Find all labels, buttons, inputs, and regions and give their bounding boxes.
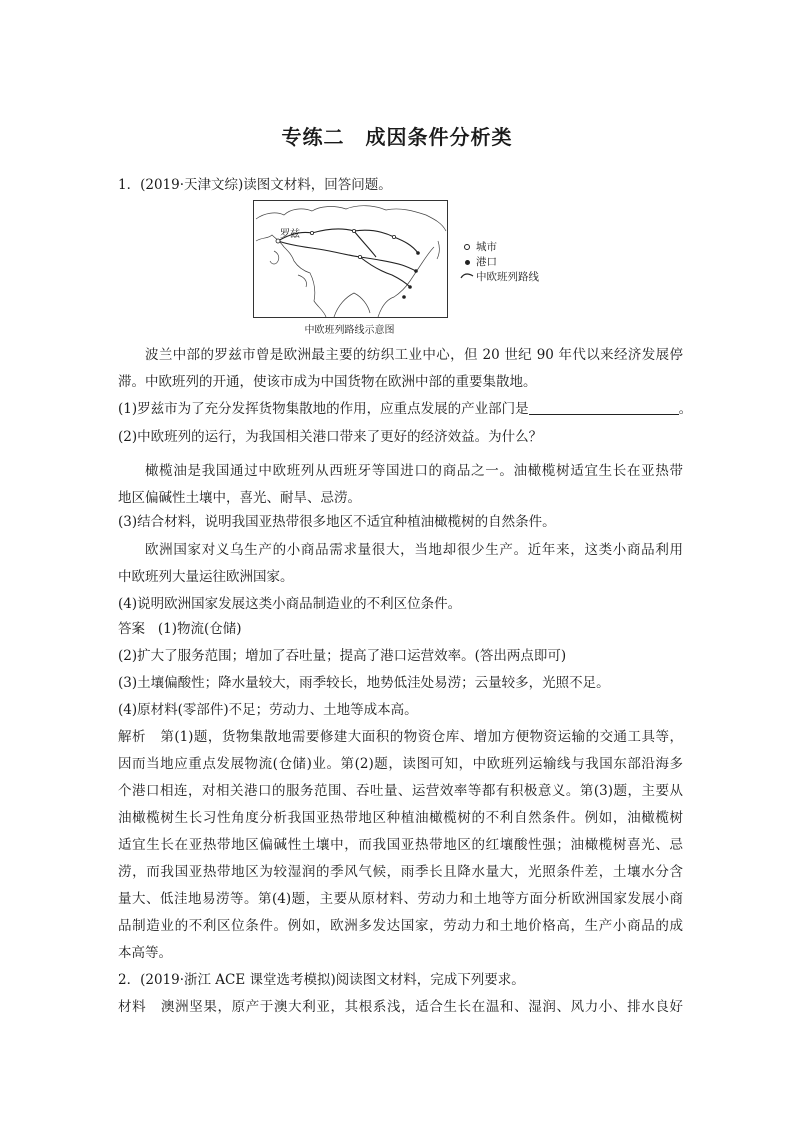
filled-dot-icon — [465, 260, 470, 265]
port-marker — [402, 295, 406, 299]
city-marker — [392, 235, 395, 238]
sub-question-3: (3)结合材料，说明我国亚热带很多地区不适宜种植油橄榄树的自然条件。 — [118, 514, 556, 530]
answer-line-1: 答案 (1)物流(仓储) — [118, 621, 242, 637]
japan-outline — [437, 241, 439, 259]
city-marker — [310, 231, 313, 234]
arabia-outline — [298, 275, 307, 287]
legend-item-route: 中欧班列路线 — [460, 270, 539, 285]
route-map — [253, 200, 448, 318]
hollow-circle-icon — [464, 244, 470, 250]
paragraph-line: 波兰中部的罗兹市曾是欧洲最主要的纺织工业中心，但 20 世纪 90 年代以来经济发展停 — [145, 347, 683, 363]
analysis-line: 涝，而我国亚热带地区为较湿润的季风气候，雨季长且降水量大，光照条件差，土壤水分含 — [118, 864, 683, 880]
question-2-intro: 2．(2019·浙江 ACE 课堂选考模拟)阅读图文材料，完成下列要求。 — [118, 972, 525, 988]
analysis-line: 本高等。 — [118, 945, 172, 961]
material-label: 材料 — [118, 999, 147, 1015]
analysis-label: 解析 — [118, 729, 146, 745]
western-coastline — [256, 235, 326, 317]
city-label-lodz: 罗兹 — [280, 229, 300, 240]
material-line: 材料 澳洲坚果，原产于澳大利亚，其根系浅，适合生长在温和、湿润、风力小、排水良好 — [118, 999, 683, 1015]
port-marker — [408, 285, 412, 289]
analysis-line: 品制造业的不利区位条件。例如，欧洲多发达国家，劳动力和土地价格高，生产小商品的成 — [118, 918, 683, 934]
legend-item-port: 港口 — [460, 255, 539, 270]
answer-line-4: (4)原材料(零部件)不足；劳动力、土地等成本高。 — [118, 702, 418, 718]
paragraph-line: 欧洲国家对义乌生产的小商品需求量很大，当地却很少生产。近年来，这类小商品利用 — [145, 542, 683, 558]
paragraph-line: 滞。中欧班列的开通，使该市成为中国货物在欧洲中部的重要集散地。 — [118, 374, 537, 390]
south-asia-coastline — [334, 293, 370, 317]
map-legend — [460, 240, 539, 285]
europe-peninsula — [270, 251, 279, 264]
sub-question-1: (1)罗兹市为了充分发挥货物集散地的作用，应重点发展的产业部门是 。 — [118, 401, 693, 417]
analysis-line: 个港口相连，对相关港口的服务范围、吞吐量、运营效率等都有积极意义。第(3)题，主要从 — [118, 783, 683, 799]
route-line-icon — [460, 272, 474, 280]
route-branch — [354, 231, 376, 257]
answer-line-3: (3)土壤偏酸性；降水量较大，雨季较长，地势低洼处易涝；云量较多，光照不足。 — [118, 675, 610, 691]
map-drawing — [254, 201, 447, 317]
analysis-line: 油橄榄树生长习性角度分析我国亚热带地区种植油橄榄树的不利自然条件。例如，油橄榄树 — [118, 810, 683, 826]
port-marker — [414, 269, 418, 273]
question-1-intro: 1．(2019·天津文综)读图文材料，回答问题。 — [118, 177, 392, 193]
legend-item-city: 城市 — [460, 240, 539, 255]
paragraph-line: 橄榄油是我国通过中欧班列从西班牙等国进口的商品之一。油橄榄树适宜生长在亚热带 — [145, 463, 683, 479]
page-title: 专练二 成因条件分析类 — [281, 125, 513, 149]
answer-line-2: (2)扩大了服务范围；增加了吞吐量；提高了港口运营效率。(答出两点即可) — [118, 648, 567, 664]
east-asia-coastline — [378, 247, 434, 317]
answer-label: 答案 — [118, 621, 145, 637]
northern-coastline — [256, 206, 446, 231]
sub-question-4: (4)说明欧洲国家发展这类小商品制造业的不利区位条件。 — [118, 596, 462, 612]
analysis-line: 解析 第(1)题，货物集散地需要修建大面积的物资仓库、增加方便物资运输的交通工具等， — [118, 729, 684, 745]
answer-blank[interactable] — [529, 401, 679, 415]
paragraph-line: 中欧班列大量运往欧洲国家。 — [118, 569, 294, 585]
sub-question-2: (2)中欧班列的运行，为我国相关港口带来了更好的经济效益。为什么？ — [118, 429, 543, 445]
analysis-line: 量大、低洼地易涝等。第(4)题，主要从原材料、劳动力和土地等方面分析欧洲国家发展小商 — [118, 891, 683, 907]
analysis-line: 适宜生长在亚热带地区偏碱性土壤中，而我国亚热带地区的红壤酸性强；油橄榄树喜光、忌 — [118, 837, 683, 853]
city-marker — [358, 255, 361, 258]
city-marker — [352, 229, 355, 232]
paragraph-line: 地区偏碱性土壤中，喜光、耐旱、忌涝。 — [118, 490, 361, 506]
analysis-line: 因而当地应重点发展物流(仓储)业。第(2)题，读图可知，中欧班列运输线与我国东部沿海多 — [118, 756, 683, 772]
port-marker — [416, 251, 420, 255]
map-caption: 中欧班列路线示意图 — [304, 325, 395, 336]
